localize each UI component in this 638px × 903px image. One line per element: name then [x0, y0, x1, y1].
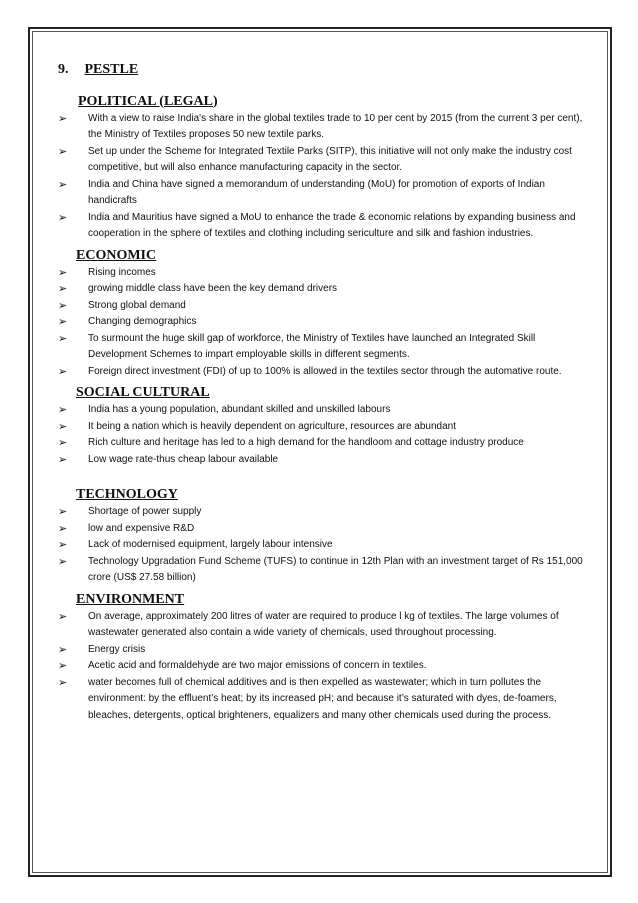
list-item: ➢ Energy crisis	[58, 642, 588, 659]
section-heading-environment: ENVIRONMENT	[76, 591, 185, 607]
page-title	[58, 62, 588, 79]
list-item: ➢ Changing demographics	[58, 314, 588, 331]
arrow-bullet-icon: ➢	[58, 365, 68, 378]
list-item: ➢ Strong global demand	[58, 298, 588, 315]
list-item: ➢ Rising incomes	[58, 265, 588, 282]
list-item: ➢ India has a young population, abundant skilled and unskilled labours	[58, 402, 588, 419]
section-heading-political: POLITICAL (LEGAL)	[78, 93, 218, 109]
arrow-bullet-icon: ➢	[58, 332, 68, 345]
arrow-bullet-icon: ➢	[58, 522, 68, 535]
section-list-environment	[58, 609, 588, 725]
arrow-bullet-icon: ➢	[58, 437, 68, 449]
arrow-bullet-icon: ➢	[58, 283, 68, 295]
list-item: ➢ low and expensive R&D	[58, 521, 588, 538]
section-list-economic	[58, 265, 588, 381]
arrow-bullet-icon: ➢	[58, 178, 68, 191]
list-item: ➢ Technology Upgradation Fund Scheme (TUFS) to continue in 12th Plan with an investment target of Rs 151,000 crore (US$ 27.58 billion)	[58, 555, 583, 583]
document-body	[58, 62, 588, 724]
arrow-bullet-icon: ➢	[58, 266, 68, 279]
arrow-bullet-icon: ➢	[58, 676, 68, 689]
arrow-bullet-icon: ➢	[58, 211, 68, 224]
list-item: ➢ With a view to raise India's share in the global textiles trade to 10 per cent by 2015 (from the current 3 per cent), the Ministry of Textiles proposes 50 new textile parks.	[58, 112, 583, 140]
list-item: ➢ Low wage rate-thus cheap labour available	[58, 452, 588, 469]
list-item: ➢ Lack of modernised equipment, largely labour intensive	[58, 537, 588, 554]
title-number: 9.	[58, 62, 69, 77]
arrow-bullet-icon: ➢	[58, 420, 68, 433]
arrow-bullet-icon: ➢	[58, 539, 68, 551]
list-item: ➢ On average, approximately 200 litres of water are required to produce l kg of textiles. The large volumes of wastewater generated also contain a wide variety of chemicals, used throughout processing.	[58, 610, 559, 638]
section-spacer	[58, 468, 588, 482]
list-item: ➢ Shortage of power supply	[58, 504, 588, 521]
list-item: ➢ To surmount the huge skill gap of workforce, the Ministry of Textiles have launched an Integrated Skill Development Schemes to impart employable skills in different segments.	[58, 332, 536, 360]
arrow-bullet-icon: ➢	[58, 555, 68, 568]
list-item: ➢ Set up under the Scheme for Integrated Textile Parks (SITP), this initiative will not only make the industry cost competitive, but will also enhance manufacturing capacity in the sector.	[58, 145, 572, 173]
arrow-bullet-icon: ➢	[58, 299, 68, 312]
section-heading-technology: TECHNOLOGY	[76, 487, 178, 502]
arrow-bullet-icon: ➢	[58, 404, 68, 416]
list-item: ➢ India and Mauritius have signed a MoU to enhance the trade & economic relations by expanding business and cooperation in the sphere of textiles and clothing including sericulture and silk and fashion industries.	[58, 211, 576, 239]
title-text: PESTLE	[84, 62, 139, 77]
section-list-technology	[58, 504, 588, 587]
arrow-bullet-icon: ➢	[58, 610, 68, 623]
arrow-bullet-icon: ➢	[58, 112, 68, 125]
arrow-bullet-icon: ➢	[58, 453, 68, 466]
list-item: ➢ India and China have signed a memorandum of understanding (MoU) for promotion of exports of Indian handicrafts	[58, 178, 545, 206]
arrow-bullet-icon: ➢	[58, 506, 68, 518]
list-item: ➢ Acetic acid and formaldehyde are two major emissions of concern in textiles.	[58, 658, 588, 675]
arrow-bullet-icon: ➢	[58, 643, 68, 656]
section-heading-social-cultural: SOCIAL CULTURAL	[76, 385, 210, 400]
arrow-bullet-icon: ➢	[58, 145, 68, 158]
section-list-social-cultural	[58, 402, 588, 468]
list-item: ➢ Foreign direct investment (FDI) of up to 100% is allowed in the textiles sector through the automative route.	[58, 364, 588, 381]
list-item: ➢ Rich culture and heritage has led to a high demand for the handloom and cottage industry produce	[58, 435, 588, 452]
list-item: ➢ It being a nation which is heavily dependent on agriculture, resources are abundant	[58, 419, 588, 436]
arrow-bullet-icon: ➢	[58, 316, 68, 328]
list-item: ➢ water becomes full of chemical additives and is then expelled as wastewater; which in turn pollutes the environment: by the effluent’s heat; by its increased pH; and because it’s saturated with dyes, de-foamers, bleaches, detergents, optical brighteners, equalizers and many other chemicals used during the process.	[58, 676, 557, 721]
list-item: ➢ growing middle class have been the key demand drivers	[58, 281, 588, 298]
section-list-political	[58, 111, 588, 243]
arrow-bullet-icon: ➢	[58, 660, 68, 672]
section-heading-economic: ECONOMIC	[76, 247, 157, 263]
